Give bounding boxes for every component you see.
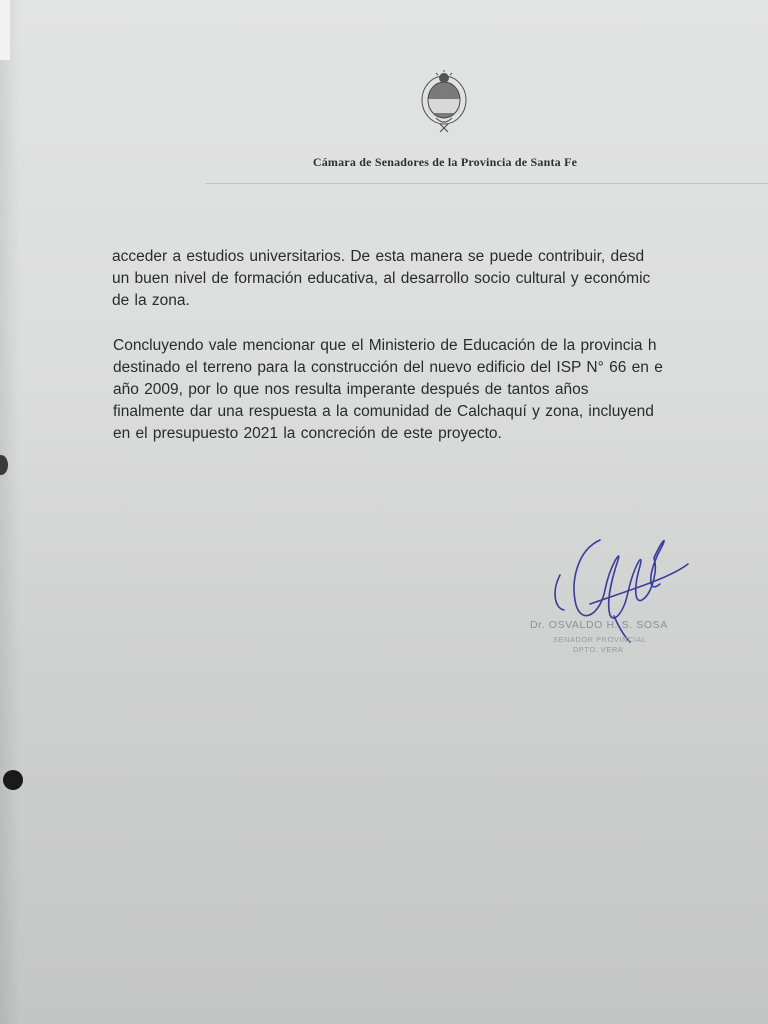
text-line: acceder a estudios universitarios. De esta manera se puede contribuir, desd xyxy=(112,248,645,265)
body-paragraph-1 xyxy=(112,246,650,312)
handwritten-signature xyxy=(530,520,730,670)
text-line: de la zona. xyxy=(112,292,190,309)
body-paragraph-2 xyxy=(113,335,663,445)
text-line: Concluyendo vale mencionar que el Ministerio de Educación de la provincia h xyxy=(113,337,657,354)
text-line: finalmente dar una respuesta a la comunidad de Calchaquí y zona, incluyend xyxy=(113,403,654,420)
provincial-coat-of-arms-icon xyxy=(418,68,470,136)
text-line: un buen nivel de formación educativa, al desarrollo socio cultural y económic xyxy=(112,270,651,287)
signature-stamp-name: Dr. OSVALDO H. S. SOSA xyxy=(530,619,668,631)
text-line: destinado el terreno para la construcción del nuevo edificio del ISP N° 66 en e xyxy=(113,359,663,376)
text-line: en el presupuesto 2021 la concreción de este proyecto. xyxy=(113,425,502,442)
page-shadow xyxy=(0,0,20,1024)
chamber-heading: Cámara de Senadores de la Provincia de Santa Fe xyxy=(312,155,578,169)
signature-stamp-title: SENADOR PROVINCIAL xyxy=(553,635,647,644)
page-corner-fold xyxy=(0,0,10,60)
header-divider xyxy=(205,183,768,184)
text-line: año 2009, por lo que nos resulta imperante después de tantos años xyxy=(113,381,589,398)
signature-block xyxy=(530,520,730,670)
punch-hole xyxy=(3,770,23,790)
signature-stamp-department: DPTO. VERA xyxy=(573,645,624,654)
